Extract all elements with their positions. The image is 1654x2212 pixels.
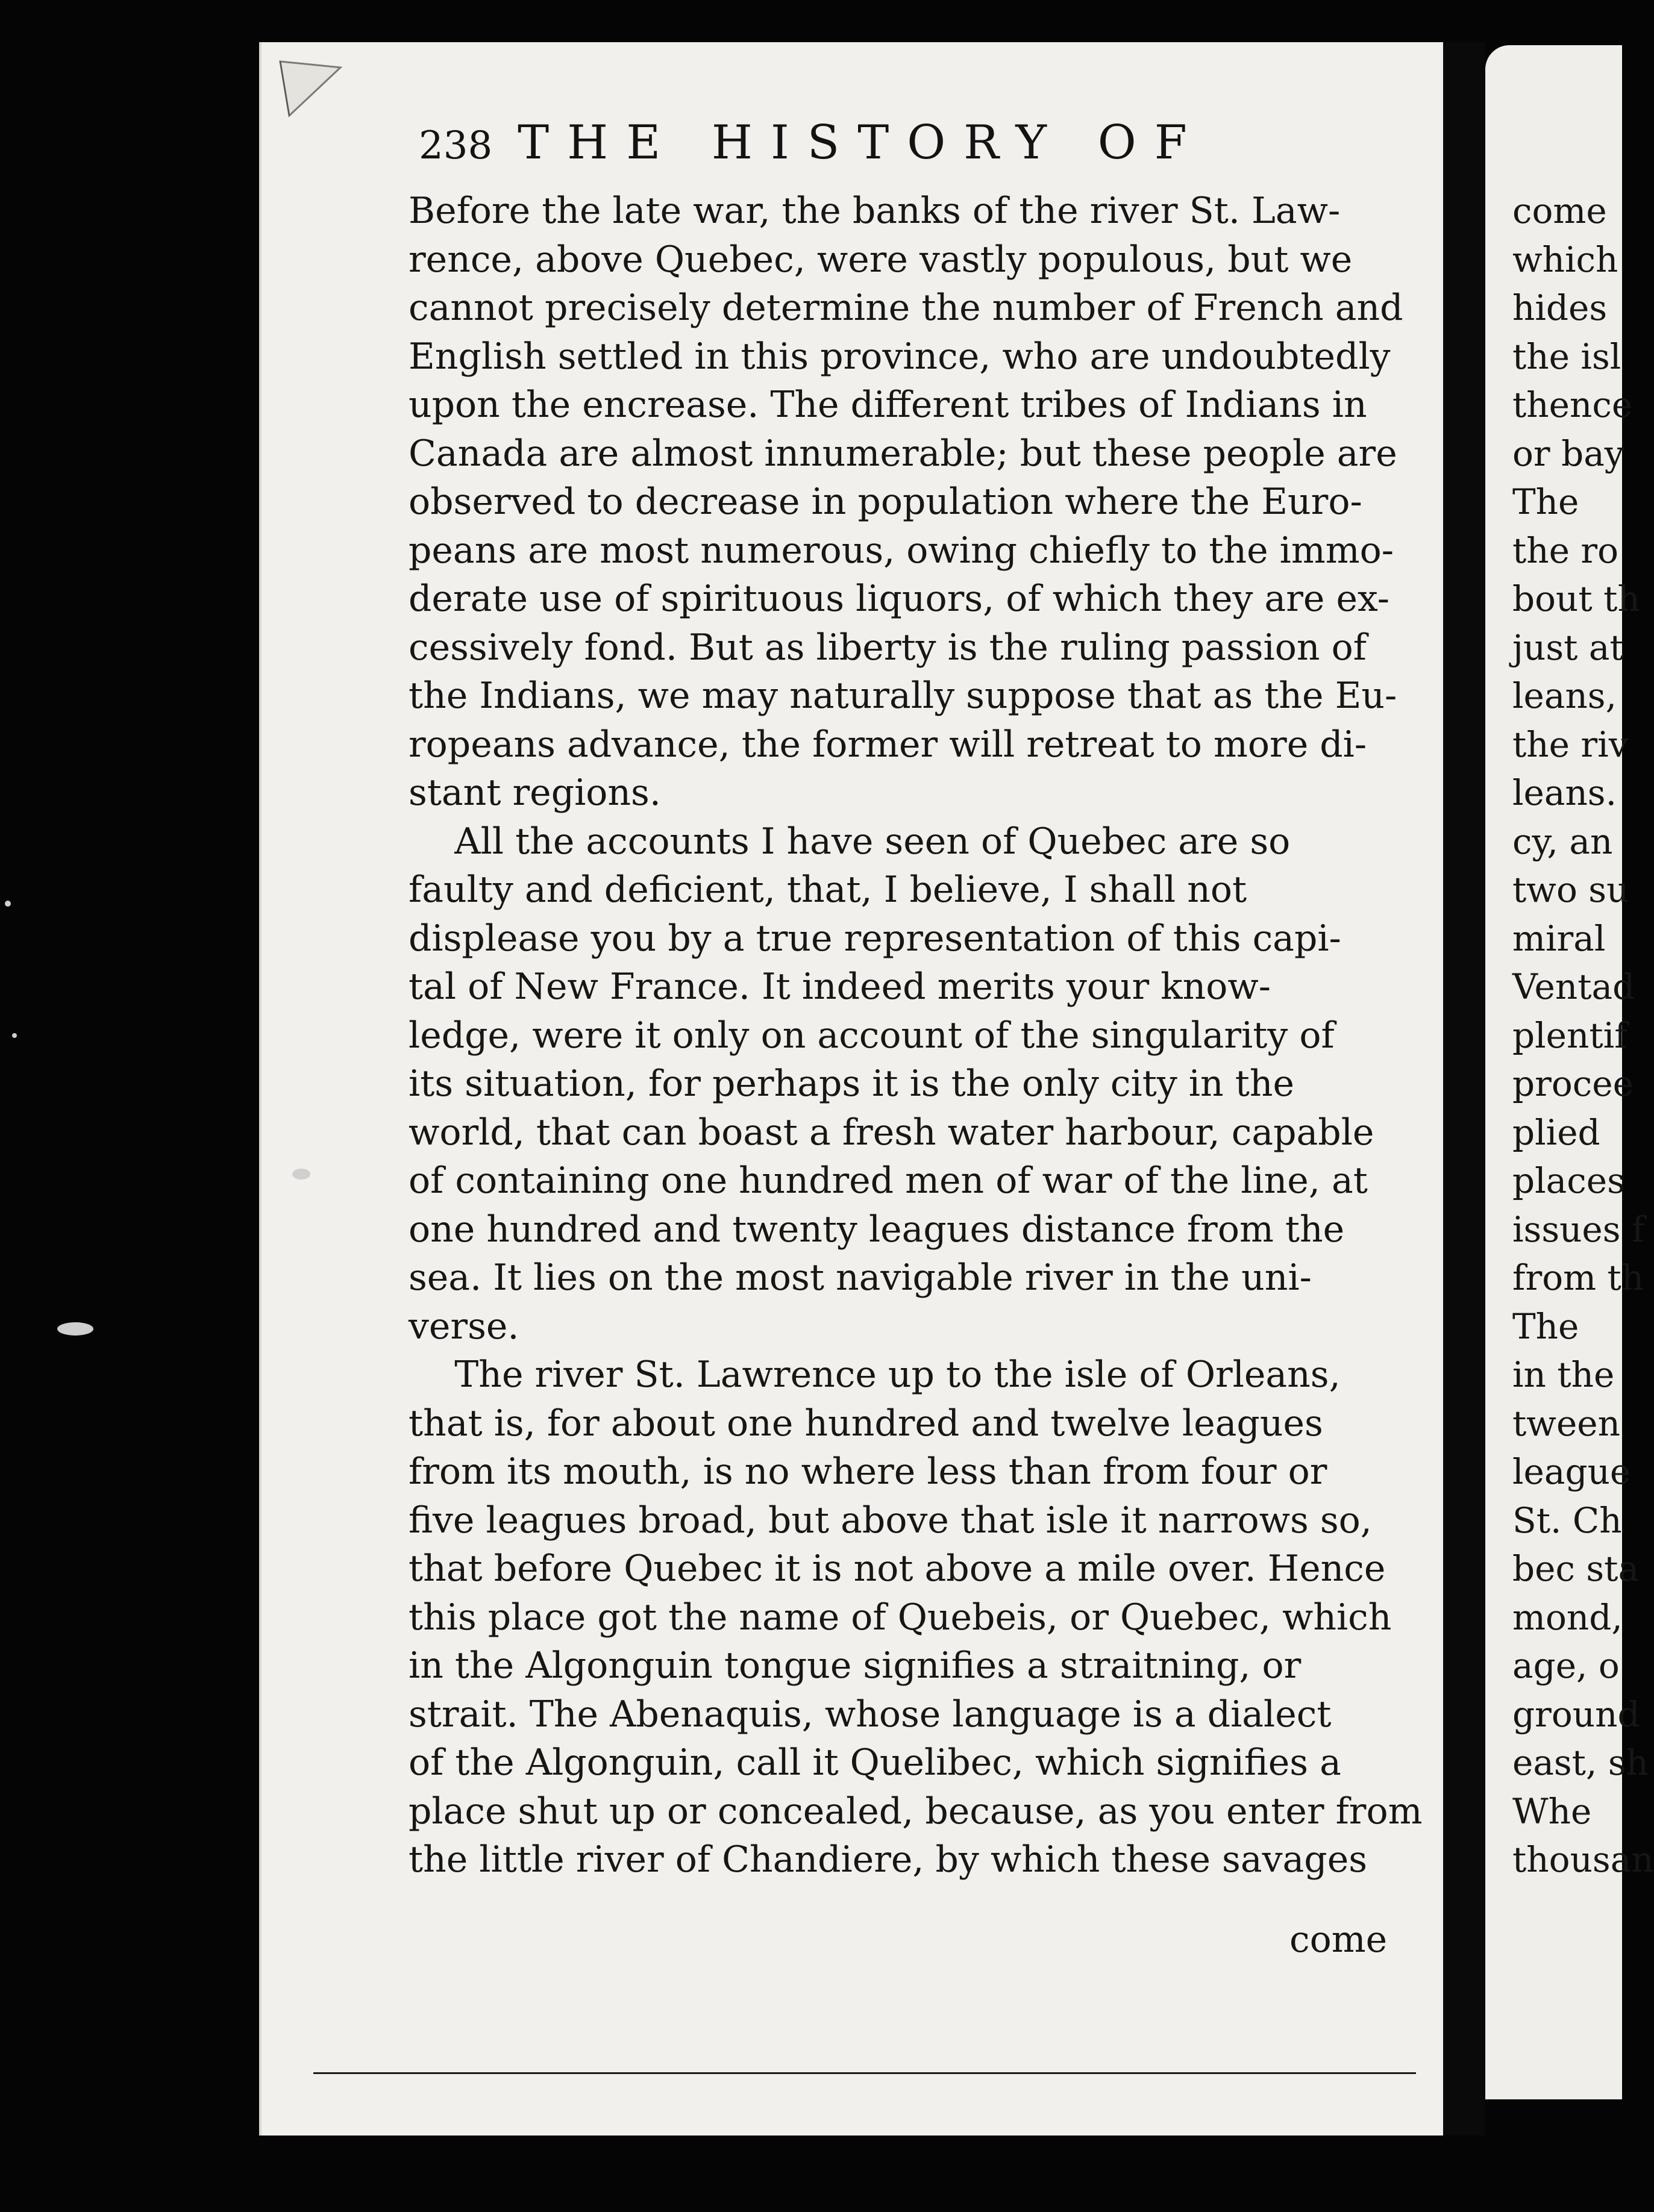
- text-line: that before Quebec it is not above a mile over. Hence: [409, 1548, 1386, 1590]
- folded-corner-icon: [274, 55, 346, 122]
- text-line: two su: [1512, 869, 1629, 910]
- text-line: leans,: [1512, 675, 1617, 716]
- text-line: world, that can boast a fresh water harbour, capable: [409, 1111, 1374, 1154]
- text-line: the isl: [1512, 336, 1621, 377]
- text-line: of the Algonguin, call it Quelibec, which signifies a: [409, 1742, 1341, 1784]
- text-line: one hundred and twenty leagues distance from the: [409, 1208, 1345, 1251]
- text-line: faulty and deficient, that, I believe, I shall not: [409, 869, 1247, 911]
- text-line: ground: [1512, 1693, 1640, 1735]
- text-line: place shut up or concealed, because, as you enter from: [409, 1790, 1423, 1832]
- text-line: bout th: [1512, 578, 1640, 619]
- text-line: peans are most numerous, owing chiefly to the immo-: [409, 529, 1394, 572]
- text-line: thence: [1512, 384, 1633, 425]
- text-line: The river St. Lawrence up to the isle of Orleans,: [409, 1354, 1341, 1396]
- text-line: from th: [1512, 1257, 1644, 1298]
- text-line: plentif: [1512, 1014, 1627, 1056]
- text-line: thousan: [1512, 1839, 1654, 1880]
- text-line: just at: [1512, 626, 1624, 668]
- text-line: plied: [1512, 1111, 1600, 1153]
- text-line: sea. It lies on the most navigable river in the uni-: [409, 1257, 1312, 1299]
- page-bottom-rule: [313, 2072, 1416, 2074]
- text-line: stant regions.: [409, 772, 661, 814]
- text-line: cannot precisely determine the number of French and: [409, 287, 1403, 329]
- text-line: Canada are almost innumerable; but these people are: [409, 432, 1397, 475]
- catchword: come: [1289, 1919, 1388, 1961]
- text-line: tal of New France. It indeed merits your know-: [409, 966, 1271, 1008]
- text-line: procee: [1512, 1063, 1634, 1104]
- text-line: east, sh: [1512, 1742, 1649, 1783]
- text-line: the little river of Chandiere, by which these savages: [409, 1839, 1367, 1881]
- text-line: its situation, for perhaps it is the only city in the: [409, 1063, 1294, 1105]
- text-line: come: [1512, 190, 1607, 231]
- text-line: ledge, were it only on account of the singularity of: [409, 1014, 1335, 1057]
- text-line: strait. The Abenaquis, whose language is a dialect: [409, 1693, 1332, 1736]
- text-line: ropeans advance, the former will retreat to more di-: [409, 723, 1367, 766]
- text-line: the Indians, we may naturally suppose that as the Eu-: [409, 675, 1397, 717]
- text-line: mond,: [1512, 1596, 1623, 1638]
- running-title: THE HISTORY OF: [518, 116, 1205, 170]
- text-line: of containing one hundred men of war of the line, at: [409, 1160, 1368, 1202]
- scan-speck: [57, 1322, 93, 1336]
- text-line: tween: [1512, 1402, 1620, 1444]
- text-line: The: [1512, 1305, 1579, 1347]
- text-line: this place got the name of Quebeis, or Quebec, which: [409, 1596, 1392, 1639]
- text-line: hides: [1512, 287, 1608, 328]
- book-gutter: [1443, 42, 1485, 2135]
- text-line: age, o: [1512, 1645, 1620, 1686]
- text-line: cy, an: [1512, 820, 1613, 862]
- text-line: the riv: [1512, 723, 1629, 765]
- text-line: St. Ch: [1512, 1499, 1622, 1541]
- text-line: or bay: [1512, 433, 1624, 474]
- text-line: five leagues broad, but above that isle it narrows so,: [409, 1499, 1372, 1542]
- text-line: from its mouth, is no where less than from four or: [409, 1451, 1327, 1493]
- text-line: places: [1512, 1160, 1625, 1201]
- text-line: Ventad: [1512, 966, 1635, 1007]
- text-line: bec sta: [1512, 1548, 1640, 1589]
- text-line: The: [1512, 481, 1579, 522]
- text-line: derate use of spirituous liquors, of which they are ex-: [409, 578, 1390, 620]
- left-page-body-text: [409, 187, 1423, 1884]
- text-line: cessively fond. But as liberty is the ruling passion of: [409, 626, 1367, 669]
- text-line: the ro: [1512, 530, 1619, 571]
- text-line: that is, for about one hundred and twelve leagues: [409, 1402, 1323, 1445]
- text-line: All the accounts I have seen of Quebec are so: [409, 820, 1291, 863]
- text-line: miral: [1512, 917, 1606, 959]
- text-line: English settled in this province, who are undoubtedly: [409, 335, 1391, 378]
- page-header: [419, 116, 1205, 173]
- text-line: Whe: [1512, 1790, 1592, 1832]
- text-line: verse.: [409, 1305, 519, 1348]
- text-line: in the Algonguin tongue signifies a straitning, or: [409, 1645, 1302, 1687]
- text-line: which: [1512, 239, 1618, 280]
- right-page-body-text: [1512, 187, 1654, 1884]
- page-number: 238: [419, 123, 493, 168]
- text-line: league: [1512, 1451, 1631, 1492]
- text-line: displease you by a true representation of this capi-: [409, 917, 1341, 960]
- text-line: rence, above Quebec, were vastly populous, but we: [409, 238, 1353, 281]
- scan-speck: [292, 1169, 310, 1179]
- text-line: in the: [1512, 1354, 1615, 1395]
- scan-speck: [5, 901, 11, 907]
- text-line: issues f: [1512, 1208, 1645, 1250]
- text-line: Before the late war, the banks of the river St. Law-: [409, 190, 1341, 232]
- scan-speck: [12, 1033, 17, 1038]
- text-line: upon the encrease. The different tribes of Indians in: [409, 384, 1367, 426]
- text-line: observed to decrease in population where the Euro-: [409, 481, 1362, 523]
- text-line: leans.: [1512, 772, 1617, 813]
